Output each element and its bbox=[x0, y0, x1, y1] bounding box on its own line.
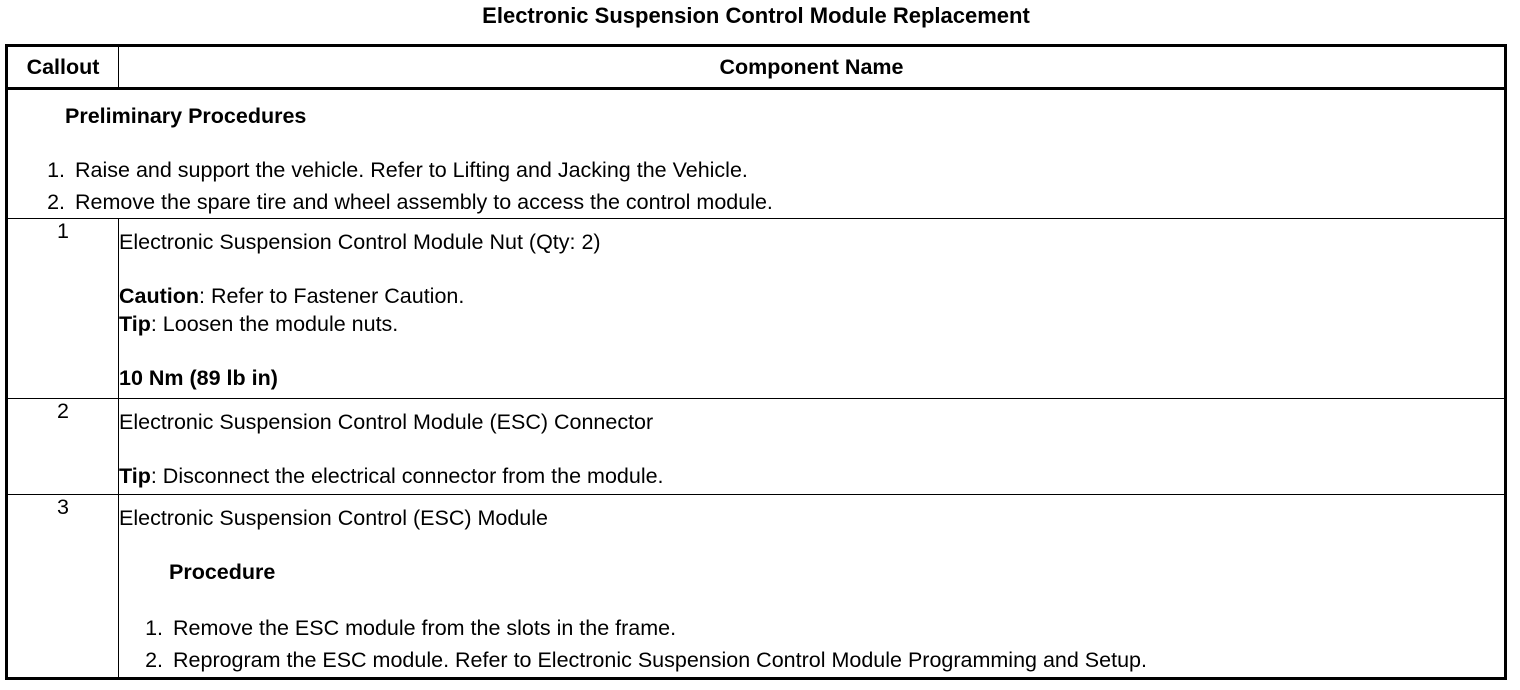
step-text: Reprogram the ESC module. Refer to Electronic Suspension Control Module Programming and Setup. bbox=[173, 648, 1147, 672]
component-cell bbox=[119, 495, 1506, 679]
step-number: 1. bbox=[145, 616, 163, 640]
step-text: Raise and support the vehicle. Refer to Lifting and Jacking the Vehicle. bbox=[75, 158, 748, 182]
procedure-steps bbox=[119, 612, 1504, 676]
step-text: Remove the spare tire and wheel assembly to access the control module. bbox=[75, 190, 773, 214]
component-cell bbox=[119, 219, 1506, 399]
tip-label: Tip bbox=[119, 464, 151, 488]
torque-spec: 10 Nm (89 lb in) bbox=[119, 366, 278, 390]
page-title: Electronic Suspension Control Module Replacement bbox=[482, 3, 1030, 28]
caution-label: Caution bbox=[119, 284, 200, 308]
caution-note bbox=[119, 282, 1504, 310]
component-name: Electronic Suspension Control Module Nut (Qty: 2) bbox=[119, 230, 601, 254]
table-row bbox=[7, 219, 1506, 399]
component-cell bbox=[119, 399, 1506, 495]
procedure-step bbox=[119, 644, 1504, 676]
component-name: Electronic Suspension Control Module (ESC) Connector bbox=[119, 410, 654, 434]
step-number: 2. bbox=[145, 648, 163, 672]
procedure-table bbox=[5, 44, 1507, 680]
tip-note bbox=[119, 462, 1504, 490]
preliminary-cell bbox=[7, 89, 1506, 219]
caution-text: : Refer to Fastener Caution. bbox=[199, 284, 465, 308]
tip-text: : Loosen the module nuts. bbox=[150, 312, 399, 336]
table-row bbox=[7, 495, 1506, 679]
step-text: Remove the ESC module from the slots in the frame. bbox=[173, 616, 677, 640]
step-number: 2. bbox=[47, 190, 65, 214]
preliminary-steps bbox=[8, 154, 1504, 218]
tip-label: Tip bbox=[119, 312, 151, 336]
preliminary-step bbox=[8, 186, 1504, 218]
preliminary-heading: Preliminary Procedures bbox=[65, 104, 307, 128]
tip-text: : Disconnect the electrical connector from the module. bbox=[150, 464, 664, 488]
preliminary-step bbox=[8, 154, 1504, 186]
callout-number: 2 bbox=[7, 399, 119, 495]
table-row bbox=[7, 399, 1506, 495]
header-row bbox=[7, 46, 1506, 89]
preliminary-row bbox=[7, 89, 1506, 219]
component-name-header: Component Name bbox=[119, 46, 1506, 89]
tip-note bbox=[119, 310, 1504, 338]
callout-number: 3 bbox=[7, 495, 119, 679]
procedure-step bbox=[119, 612, 1504, 644]
callout-header: Callout bbox=[7, 46, 119, 89]
callout-number: 1 bbox=[7, 219, 119, 399]
step-number: 1. bbox=[47, 158, 65, 182]
component-name: Electronic Suspension Control (ESC) Module bbox=[119, 506, 549, 530]
procedure-heading: Procedure bbox=[169, 560, 276, 584]
